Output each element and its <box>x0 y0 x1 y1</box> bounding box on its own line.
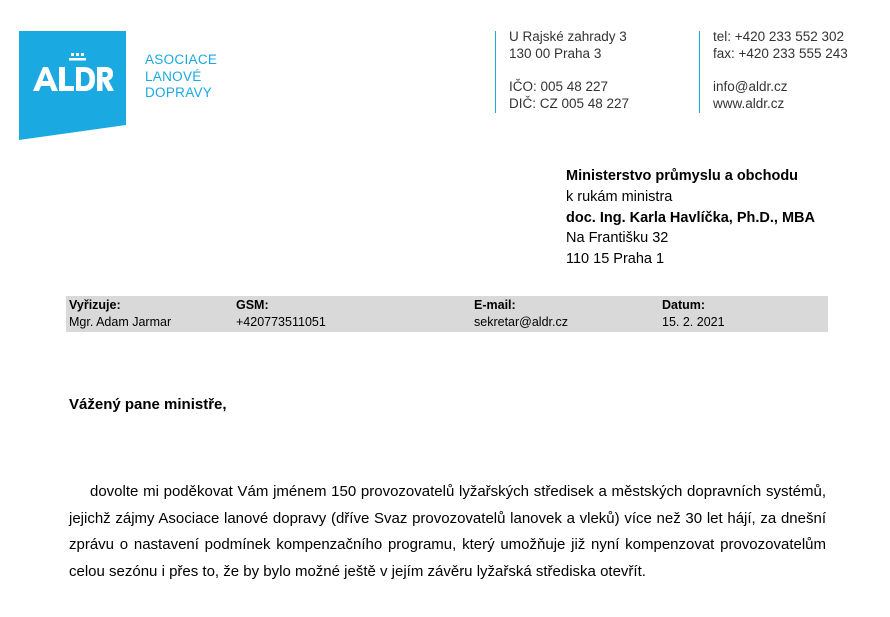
date-label: Datum: <box>662 298 706 312</box>
logo-line: DOPRAVY <box>145 85 213 100</box>
email-label: E-mail: <box>474 298 516 312</box>
recipient-city: 110 15 Praha 1 <box>566 251 665 268</box>
recipient-street: Na Františku 32 <box>566 230 669 247</box>
salutation: Vážený pane ministře, <box>69 396 227 413</box>
web-link[interactable]: www.aldr.cz <box>713 95 785 111</box>
recipient-name: doc. Ing. Karla Havlíčka, Ph.D., MBA <box>566 209 815 226</box>
ico-line: IČO: 005 48 227 <box>509 79 609 95</box>
address-line: 130 00 Praha 3 <box>509 45 602 61</box>
email-link[interactable]: info@aldr.cz <box>713 79 788 95</box>
fax-line: fax: +420 233 555 243 <box>713 45 848 61</box>
logo-mark-icon <box>19 31 126 140</box>
logo-line: LANOVÉ <box>145 68 202 84</box>
email-value[interactable]: sekretar@aldr.cz <box>474 315 568 329</box>
recipient-attn: k rukám ministra <box>566 188 673 205</box>
recipient-org: Ministerstvo průmyslu a obchodu <box>566 168 799 184</box>
info-bar <box>66 296 828 332</box>
handler-label: Vyřizuje: <box>69 298 121 312</box>
logo-line: ASOCIACE <box>145 52 218 67</box>
logo <box>19 31 126 140</box>
gsm-value: +420773511051 <box>236 315 326 329</box>
handler-cell <box>69 297 171 331</box>
header-divider <box>699 31 700 113</box>
dic-line: DIČ: CZ 005 48 227 <box>509 95 630 111</box>
handler-value: Mgr. Adam Jarmar <box>69 315 172 329</box>
email-cell <box>474 297 568 331</box>
date-cell <box>662 297 725 331</box>
logo-wordmark <box>145 52 217 102</box>
recipient-block <box>566 166 815 270</box>
address-block <box>509 29 629 113</box>
phone-line: tel: +420 233 552 302 <box>713 29 844 44</box>
date-value: 15. 2. 2021 <box>662 315 725 329</box>
address-line: U Rajské zahrady 3 <box>509 29 627 44</box>
gsm-label: GSM: <box>236 298 269 312</box>
gsm-cell <box>236 297 326 331</box>
header-divider <box>495 31 496 113</box>
contact-block <box>713 29 848 113</box>
letter-paragraph: dovolte mi poděkovat Vám jménem 150 provozovatelů lyžařských středisek a městských dopravních systémů, jejichž zájmy Asociace lanové dopravy (dříve Svaz provozovatelů lanovek a vleků) více než 30 let hájí, za dnešní zprávu o nastavení podmínek kompenzačního programu, který umožňuje již nyní kompenzovat provozovatelům celou sezónu i přes to, že by bylo možné ještě v jejím závěru lyžařská střediska otevřít. <box>69 483 826 580</box>
